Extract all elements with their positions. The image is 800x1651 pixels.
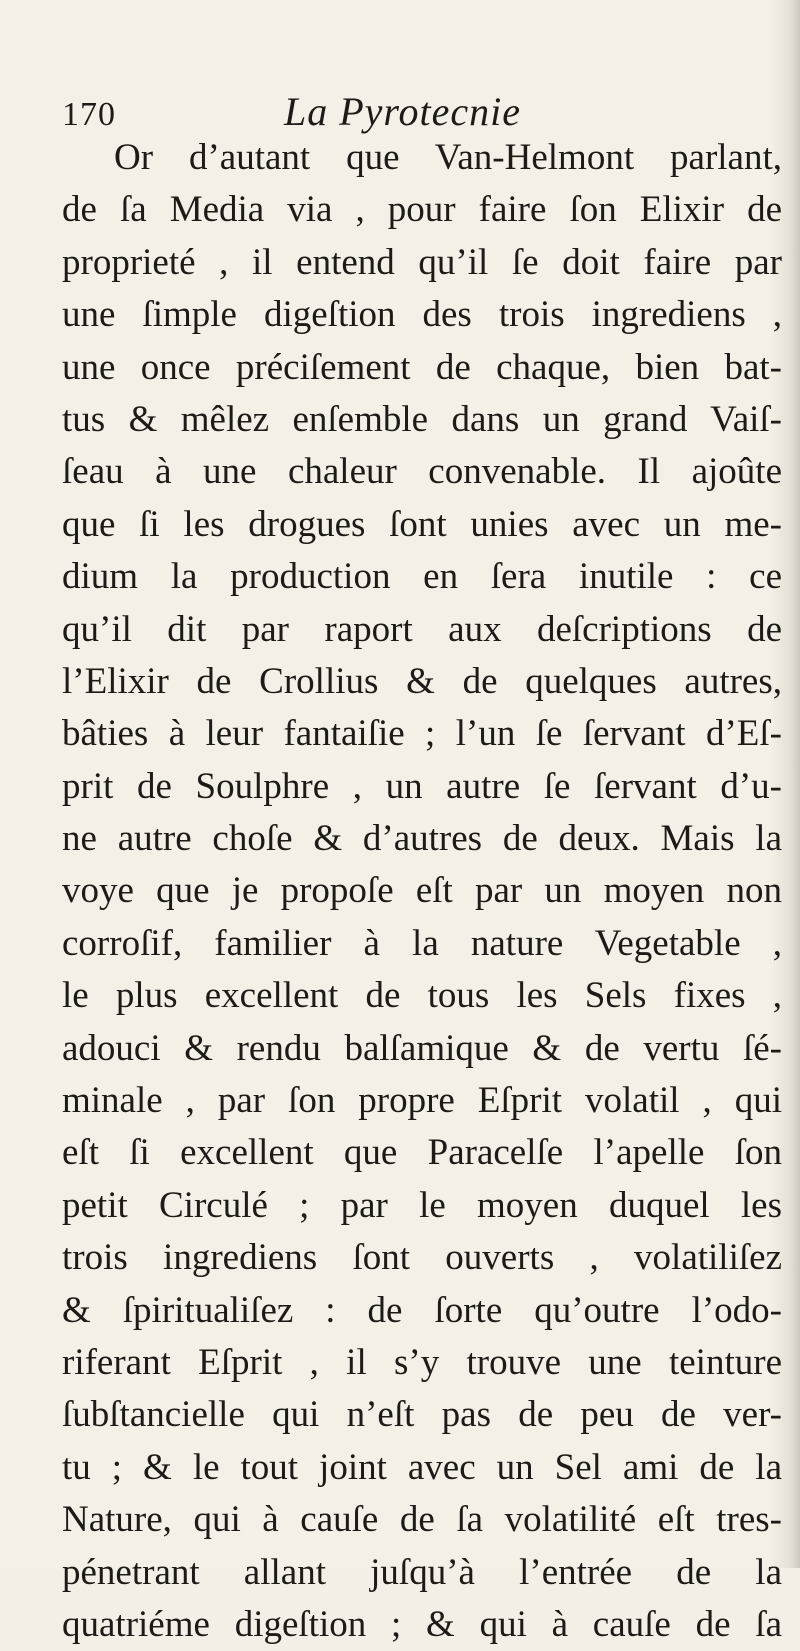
text-line: prit de Soulphre , un autre ſe ſervant d’u-	[62, 765, 782, 807]
text-line: que ſi les drogues ſont unies avec un me-	[62, 503, 782, 545]
text-line: tu ; & le tout joint avec un Sel ami de la	[62, 1446, 782, 1488]
text-line: corroſif, familier à la nature Vegetable ,	[62, 922, 782, 964]
text-line: Nature, qui à cauſe de ſa volatilité eſt tres-	[62, 1499, 782, 1541]
page-number: 170	[62, 96, 116, 133]
body-text	[62, 132, 782, 1651]
text-line: pénetrant allant juſqu’à l’entrée de la	[62, 1551, 782, 1593]
text-line: ſeau à une chaleur convenable. Il ajoûte	[62, 451, 782, 493]
text-line: une ſimple digeſtion des trois ingrediens ,	[62, 294, 782, 336]
text-line: & ſpiritualiſez : de ſorte qu’outre l’odo-	[62, 1289, 782, 1331]
text-line: proprieté , il entend qu’il ſe doit faire par	[62, 241, 782, 283]
text-line: trois ingrediens ſont ouverts , volatiliſez	[62, 1237, 782, 1279]
text-line: le plus excellent de tous les Sels fixes ,	[62, 975, 782, 1017]
text-line: dium la production en ſera inutile : ce	[62, 556, 782, 598]
text-line: l’Elixir de Crollius & de quelques autres,	[62, 660, 782, 702]
text-line: voye que je propoſe eſt par un moyen non	[62, 870, 782, 912]
page-header	[62, 88, 762, 132]
text-line: Or d’autant que Van-Helmont parlant,	[114, 137, 782, 178]
text-line: adouci & rendu balſamique & de vertu ſé-	[62, 1027, 782, 1069]
text-line: ne autre choſe & d’autres de deux. Mais la	[62, 818, 782, 860]
text-line: minale , par ſon propre Eſprit volatil , qui	[62, 1080, 782, 1122]
text-line: petit Circulé ; par le moyen duquel les	[62, 1184, 782, 1226]
text-line: eſt ſi excellent que Paracelſe l’apelle ſon	[62, 1132, 782, 1174]
text-line: riferant Eſprit , il s’y trouve une teinture	[62, 1341, 782, 1383]
running-title: La Pyrotecnie	[284, 89, 522, 134]
text-line: tus & mêlez enſemble dans un grand Vaiſ-	[62, 398, 782, 440]
text-line: bâties à leur fantaiſie ; l’un ſe ſervant d’Eſ-	[62, 713, 782, 755]
text-line: une once préciſement de chaque, bien bat-	[62, 346, 782, 388]
text-line: de ſa Media via , pour faire ſon Elixir de	[62, 189, 782, 231]
text-line: ſubſtancielle qui n’eſt pas de peu de ver-	[62, 1394, 782, 1436]
text-line: quatriéme digeſtion ; & qui à cauſe de ſa	[62, 1603, 782, 1645]
text-line: qu’il dit par raport aux deſcriptions de	[62, 608, 782, 650]
